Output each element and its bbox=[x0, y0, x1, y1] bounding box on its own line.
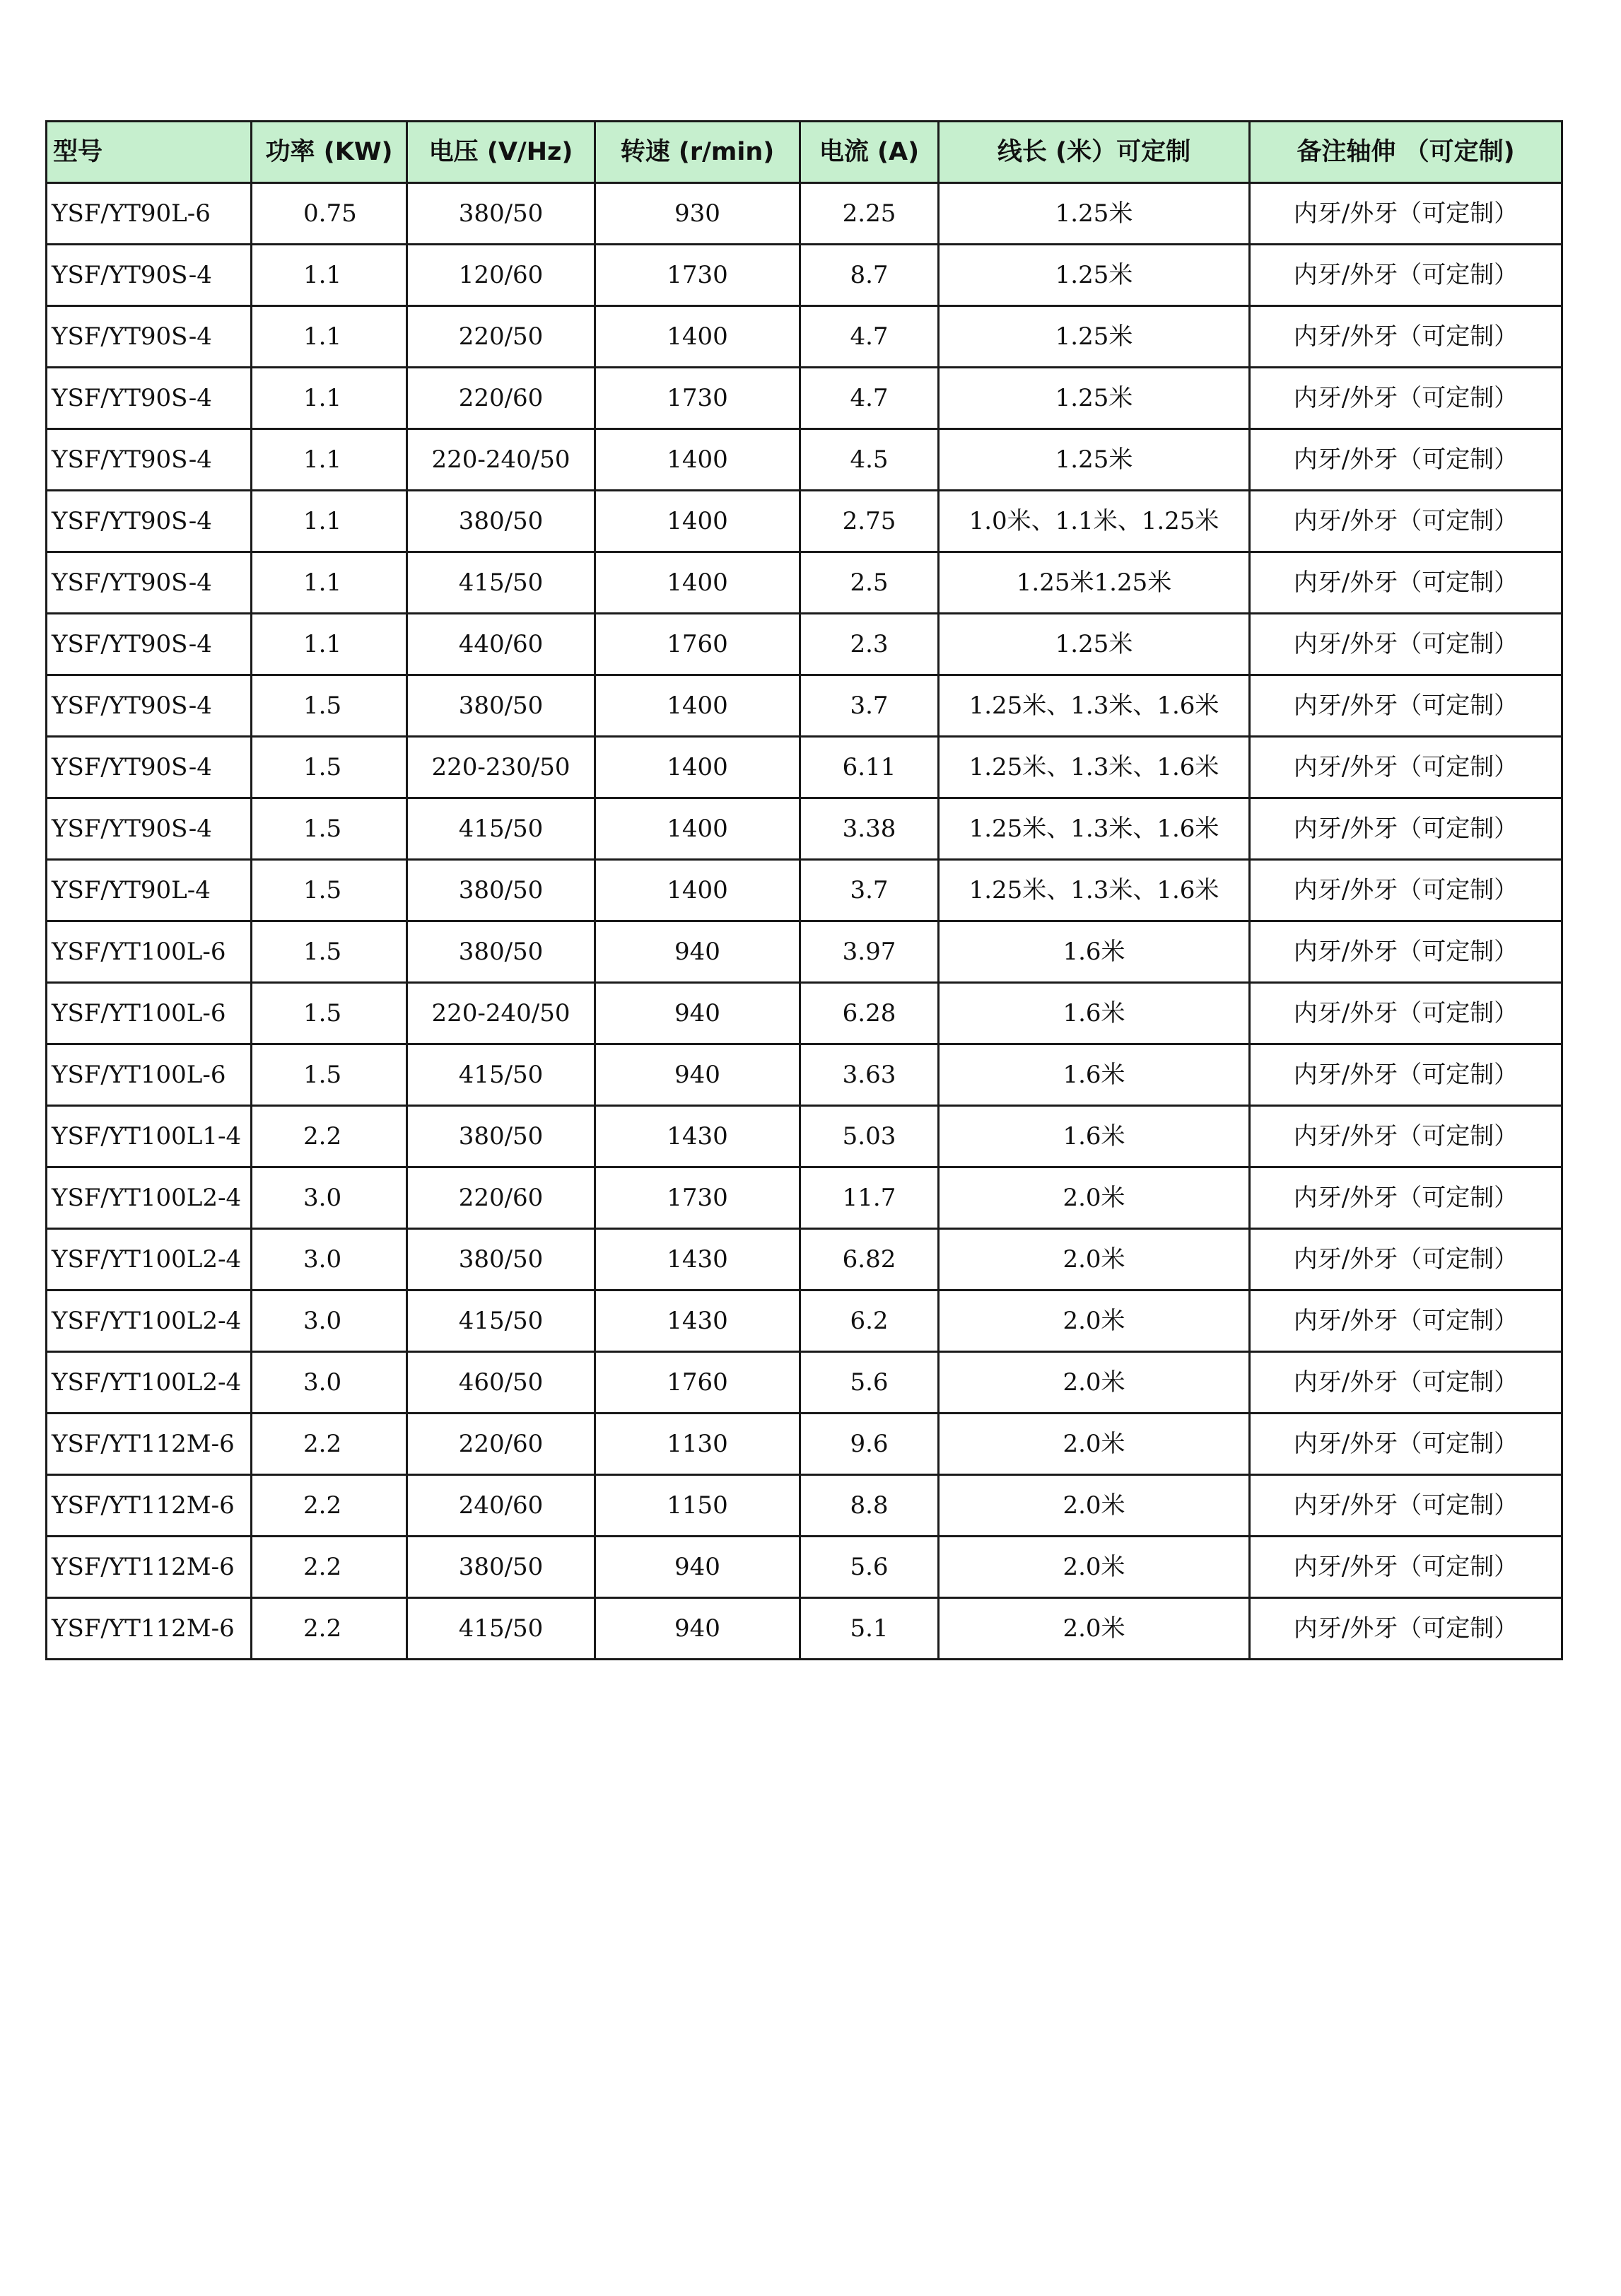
speed-cell: 1730 bbox=[595, 1167, 800, 1229]
remarks-cell: 内牙/外牙（可定制） bbox=[1250, 1475, 1562, 1537]
remarks-cell: 内牙/外牙（可定制） bbox=[1250, 368, 1562, 429]
current-cell: 2.25 bbox=[800, 183, 939, 245]
cable-length-cell: 1.6米 bbox=[939, 1106, 1250, 1167]
power-cell: 2.2 bbox=[252, 1106, 407, 1167]
speed-cell: 940 bbox=[595, 983, 800, 1044]
cable-length-cell: 2.0米 bbox=[939, 1290, 1250, 1352]
voltage-cell: 460/50 bbox=[407, 1352, 595, 1414]
remarks-cell: 内牙/外牙（可定制） bbox=[1250, 1598, 1562, 1660]
voltage-cell: 380/50 bbox=[407, 491, 595, 552]
remarks-cell: 内牙/外牙（可定制） bbox=[1250, 1106, 1562, 1167]
remarks-cell: 内牙/外牙（可定制） bbox=[1250, 1290, 1562, 1352]
table-row bbox=[47, 737, 1562, 798]
voltage-cell: 380/50 bbox=[407, 183, 595, 245]
current-cell: 6.2 bbox=[800, 1290, 939, 1352]
remarks-cell: 内牙/外牙（可定制） bbox=[1250, 491, 1562, 552]
cable-length-cell: 1.25米 bbox=[939, 306, 1250, 368]
current-cell: 5.6 bbox=[800, 1352, 939, 1414]
speed-cell: 1400 bbox=[595, 552, 800, 614]
speed-cell: 1400 bbox=[595, 429, 800, 491]
remarks-cell: 内牙/外牙（可定制） bbox=[1250, 860, 1562, 921]
current-cell: 6.82 bbox=[800, 1229, 939, 1290]
power-cell: 2.2 bbox=[252, 1414, 407, 1475]
header-model: 型号 bbox=[47, 122, 252, 183]
cable-length-cell: 1.25米1.25米 bbox=[939, 552, 1250, 614]
current-cell: 8.8 bbox=[800, 1475, 939, 1537]
voltage-cell: 415/50 bbox=[407, 1044, 595, 1106]
table-header-row bbox=[47, 122, 1562, 183]
voltage-cell: 380/50 bbox=[407, 921, 595, 983]
table-row bbox=[47, 245, 1562, 306]
model-cell: YSF/YT112M-6 bbox=[47, 1414, 252, 1475]
table-row bbox=[47, 921, 1562, 983]
voltage-cell: 380/50 bbox=[407, 860, 595, 921]
cable-length-cell: 1.6米 bbox=[939, 921, 1250, 983]
voltage-cell: 220-230/50 bbox=[407, 737, 595, 798]
voltage-cell: 380/50 bbox=[407, 1229, 595, 1290]
speed-cell: 1730 bbox=[595, 368, 800, 429]
model-cell: YSF/YT90S-4 bbox=[47, 675, 252, 737]
voltage-cell: 415/50 bbox=[407, 552, 595, 614]
voltage-cell: 120/60 bbox=[407, 245, 595, 306]
speed-cell: 1130 bbox=[595, 1414, 800, 1475]
model-cell: YSF/YT90S-4 bbox=[47, 614, 252, 675]
cable-length-cell: 2.0米 bbox=[939, 1352, 1250, 1414]
voltage-cell: 415/50 bbox=[407, 1598, 595, 1660]
motor-spec-table bbox=[45, 120, 1563, 1660]
remarks-cell: 内牙/外牙（可定制） bbox=[1250, 1537, 1562, 1598]
voltage-cell: 415/50 bbox=[407, 1290, 595, 1352]
table-row bbox=[47, 1414, 1562, 1475]
power-cell: 1.1 bbox=[252, 491, 407, 552]
remarks-cell: 内牙/外牙（可定制） bbox=[1250, 798, 1562, 860]
speed-cell: 930 bbox=[595, 183, 800, 245]
power-cell: 1.1 bbox=[252, 614, 407, 675]
current-cell: 9.6 bbox=[800, 1414, 939, 1475]
cable-length-cell: 1.25米、1.3米、1.6米 bbox=[939, 675, 1250, 737]
cable-length-cell: 2.0米 bbox=[939, 1537, 1250, 1598]
cable-length-cell: 1.25米 bbox=[939, 245, 1250, 306]
power-cell: 3.0 bbox=[252, 1229, 407, 1290]
power-cell: 2.2 bbox=[252, 1537, 407, 1598]
cable-length-cell: 1.0米、1.1米、1.25米 bbox=[939, 491, 1250, 552]
speed-cell: 1400 bbox=[595, 860, 800, 921]
cable-length-cell: 1.25米、1.3米、1.6米 bbox=[939, 798, 1250, 860]
power-cell: 1.1 bbox=[252, 429, 407, 491]
power-cell: 1.1 bbox=[252, 245, 407, 306]
model-cell: YSF/YT100L2-4 bbox=[47, 1352, 252, 1414]
model-cell: YSF/YT100L2-4 bbox=[47, 1167, 252, 1229]
power-cell: 1.1 bbox=[252, 368, 407, 429]
cable-length-cell: 2.0米 bbox=[939, 1475, 1250, 1537]
current-cell: 3.7 bbox=[800, 860, 939, 921]
voltage-cell: 380/50 bbox=[407, 675, 595, 737]
model-cell: YSF/YT90L-6 bbox=[47, 183, 252, 245]
power-cell: 3.0 bbox=[252, 1290, 407, 1352]
current-cell: 5.1 bbox=[800, 1598, 939, 1660]
table-row bbox=[47, 614, 1562, 675]
remarks-cell: 内牙/外牙（可定制） bbox=[1250, 675, 1562, 737]
remarks-cell: 内牙/外牙（可定制） bbox=[1250, 306, 1562, 368]
current-cell: 3.38 bbox=[800, 798, 939, 860]
current-cell: 5.6 bbox=[800, 1537, 939, 1598]
power-cell: 2.2 bbox=[252, 1598, 407, 1660]
table-row bbox=[47, 306, 1562, 368]
model-cell: YSF/YT100L2-4 bbox=[47, 1290, 252, 1352]
table-row bbox=[47, 1167, 1562, 1229]
power-cell: 1.5 bbox=[252, 675, 407, 737]
power-cell: 1.5 bbox=[252, 860, 407, 921]
speed-cell: 1400 bbox=[595, 798, 800, 860]
cable-length-cell: 1.25米、1.3米、1.6米 bbox=[939, 860, 1250, 921]
power-cell: 1.5 bbox=[252, 1044, 407, 1106]
remarks-cell: 内牙/外牙（可定制） bbox=[1250, 1414, 1562, 1475]
model-cell: YSF/YT100L-6 bbox=[47, 921, 252, 983]
cable-length-cell: 1.25米 bbox=[939, 183, 1250, 245]
voltage-cell: 220/60 bbox=[407, 1414, 595, 1475]
current-cell: 2.5 bbox=[800, 552, 939, 614]
current-cell: 5.03 bbox=[800, 1106, 939, 1167]
current-cell: 6.11 bbox=[800, 737, 939, 798]
model-cell: YSF/YT90S-4 bbox=[47, 737, 252, 798]
remarks-cell: 内牙/外牙（可定制） bbox=[1250, 983, 1562, 1044]
table-row bbox=[47, 983, 1562, 1044]
table-row bbox=[47, 860, 1562, 921]
voltage-cell: 220/60 bbox=[407, 368, 595, 429]
current-cell: 4.7 bbox=[800, 368, 939, 429]
header-remarks: 备注轴伸 （可定制) bbox=[1250, 122, 1562, 183]
voltage-cell: 380/50 bbox=[407, 1106, 595, 1167]
table-row bbox=[47, 1352, 1562, 1414]
current-cell: 6.28 bbox=[800, 983, 939, 1044]
model-cell: YSF/YT112M-6 bbox=[47, 1475, 252, 1537]
cable-length-cell: 1.6米 bbox=[939, 1044, 1250, 1106]
cable-length-cell: 2.0米 bbox=[939, 1598, 1250, 1660]
remarks-cell: 内牙/外牙（可定制） bbox=[1250, 737, 1562, 798]
speed-cell: 1400 bbox=[595, 675, 800, 737]
table-row bbox=[47, 675, 1562, 737]
model-cell: YSF/YT90S-4 bbox=[47, 491, 252, 552]
model-cell: YSF/YT90L-4 bbox=[47, 860, 252, 921]
table-row bbox=[47, 491, 1562, 552]
speed-cell: 1730 bbox=[595, 245, 800, 306]
header-current: 电流 (A) bbox=[800, 122, 939, 183]
speed-cell: 1400 bbox=[595, 737, 800, 798]
header-power: 功率 (KW) bbox=[252, 122, 407, 183]
table-row bbox=[47, 1475, 1562, 1537]
model-cell: YSF/YT112M-6 bbox=[47, 1537, 252, 1598]
speed-cell: 1400 bbox=[595, 306, 800, 368]
current-cell: 8.7 bbox=[800, 245, 939, 306]
speed-cell: 1400 bbox=[595, 491, 800, 552]
power-cell: 3.0 bbox=[252, 1352, 407, 1414]
speed-cell: 1760 bbox=[595, 614, 800, 675]
current-cell: 3.97 bbox=[800, 921, 939, 983]
cable-length-cell: 1.25米 bbox=[939, 429, 1250, 491]
model-cell: YSF/YT112M-6 bbox=[47, 1598, 252, 1660]
current-cell: 4.5 bbox=[800, 429, 939, 491]
model-cell: YSF/YT100L2-4 bbox=[47, 1229, 252, 1290]
model-cell: YSF/YT100L-6 bbox=[47, 1044, 252, 1106]
table-row bbox=[47, 1106, 1562, 1167]
table-row bbox=[47, 1537, 1562, 1598]
remarks-cell: 内牙/外牙（可定制） bbox=[1250, 1229, 1562, 1290]
table-row bbox=[47, 183, 1562, 245]
voltage-cell: 220/60 bbox=[407, 1167, 595, 1229]
speed-cell: 1150 bbox=[595, 1475, 800, 1537]
remarks-cell: 内牙/外牙（可定制） bbox=[1250, 1044, 1562, 1106]
table-row bbox=[47, 429, 1562, 491]
voltage-cell: 220-240/50 bbox=[407, 983, 595, 1044]
speed-cell: 1760 bbox=[595, 1352, 800, 1414]
header-cable-length: 线长 (米）可定制 bbox=[939, 122, 1250, 183]
speed-cell: 940 bbox=[595, 921, 800, 983]
remarks-cell: 内牙/外牙（可定制） bbox=[1250, 552, 1562, 614]
voltage-cell: 415/50 bbox=[407, 798, 595, 860]
current-cell: 11.7 bbox=[800, 1167, 939, 1229]
power-cell: 3.0 bbox=[252, 1167, 407, 1229]
remarks-cell: 内牙/外牙（可定制） bbox=[1250, 1167, 1562, 1229]
cable-length-cell: 1.25米、1.3米、1.6米 bbox=[939, 737, 1250, 798]
voltage-cell: 240/60 bbox=[407, 1475, 595, 1537]
cable-length-cell: 1.25米 bbox=[939, 368, 1250, 429]
remarks-cell: 内牙/外牙（可定制） bbox=[1250, 614, 1562, 675]
speed-cell: 1430 bbox=[595, 1106, 800, 1167]
model-cell: YSF/YT90S-4 bbox=[47, 798, 252, 860]
table-row bbox=[47, 1229, 1562, 1290]
voltage-cell: 220-240/50 bbox=[407, 429, 595, 491]
power-cell: 1.5 bbox=[252, 737, 407, 798]
power-cell: 1.1 bbox=[252, 306, 407, 368]
speed-cell: 1430 bbox=[595, 1290, 800, 1352]
cable-length-cell: 2.0米 bbox=[939, 1229, 1250, 1290]
power-cell: 1.1 bbox=[252, 552, 407, 614]
model-cell: YSF/YT90S-4 bbox=[47, 368, 252, 429]
table-body bbox=[47, 183, 1562, 1660]
cable-length-cell: 2.0米 bbox=[939, 1414, 1250, 1475]
table-row bbox=[47, 798, 1562, 860]
cable-length-cell: 1.6米 bbox=[939, 983, 1250, 1044]
model-cell: YSF/YT90S-4 bbox=[47, 245, 252, 306]
table-row bbox=[47, 1290, 1562, 1352]
voltage-cell: 220/50 bbox=[407, 306, 595, 368]
voltage-cell: 380/50 bbox=[407, 1537, 595, 1598]
model-cell: YSF/YT90S-4 bbox=[47, 429, 252, 491]
speed-cell: 1430 bbox=[595, 1229, 800, 1290]
header-voltage: 电压 (V/Hz) bbox=[407, 122, 595, 183]
remarks-cell: 内牙/外牙（可定制） bbox=[1250, 245, 1562, 306]
spec-sheet bbox=[45, 120, 1563, 1660]
current-cell: 3.7 bbox=[800, 675, 939, 737]
power-cell: 1.5 bbox=[252, 983, 407, 1044]
table-row bbox=[47, 1044, 1562, 1106]
model-cell: YSF/YT100L1-4 bbox=[47, 1106, 252, 1167]
remarks-cell: 内牙/外牙（可定制） bbox=[1250, 429, 1562, 491]
power-cell: 0.75 bbox=[252, 183, 407, 245]
speed-cell: 940 bbox=[595, 1044, 800, 1106]
model-cell: YSF/YT90S-4 bbox=[47, 306, 252, 368]
remarks-cell: 内牙/外牙（可定制） bbox=[1250, 921, 1562, 983]
header-speed: 转速 (r/min) bbox=[595, 122, 800, 183]
cable-length-cell: 1.25米 bbox=[939, 614, 1250, 675]
model-cell: YSF/YT90S-4 bbox=[47, 552, 252, 614]
current-cell: 2.75 bbox=[800, 491, 939, 552]
power-cell: 2.2 bbox=[252, 1475, 407, 1537]
cable-length-cell: 2.0米 bbox=[939, 1167, 1250, 1229]
power-cell: 1.5 bbox=[252, 921, 407, 983]
model-cell: YSF/YT100L-6 bbox=[47, 983, 252, 1044]
speed-cell: 940 bbox=[595, 1537, 800, 1598]
current-cell: 4.7 bbox=[800, 306, 939, 368]
table-row bbox=[47, 1598, 1562, 1660]
table-row bbox=[47, 368, 1562, 429]
current-cell: 3.63 bbox=[800, 1044, 939, 1106]
voltage-cell: 440/60 bbox=[407, 614, 595, 675]
current-cell: 2.3 bbox=[800, 614, 939, 675]
speed-cell: 940 bbox=[595, 1598, 800, 1660]
remarks-cell: 内牙/外牙（可定制） bbox=[1250, 183, 1562, 245]
remarks-cell: 内牙/外牙（可定制） bbox=[1250, 1352, 1562, 1414]
power-cell: 1.5 bbox=[252, 798, 407, 860]
table-row bbox=[47, 552, 1562, 614]
